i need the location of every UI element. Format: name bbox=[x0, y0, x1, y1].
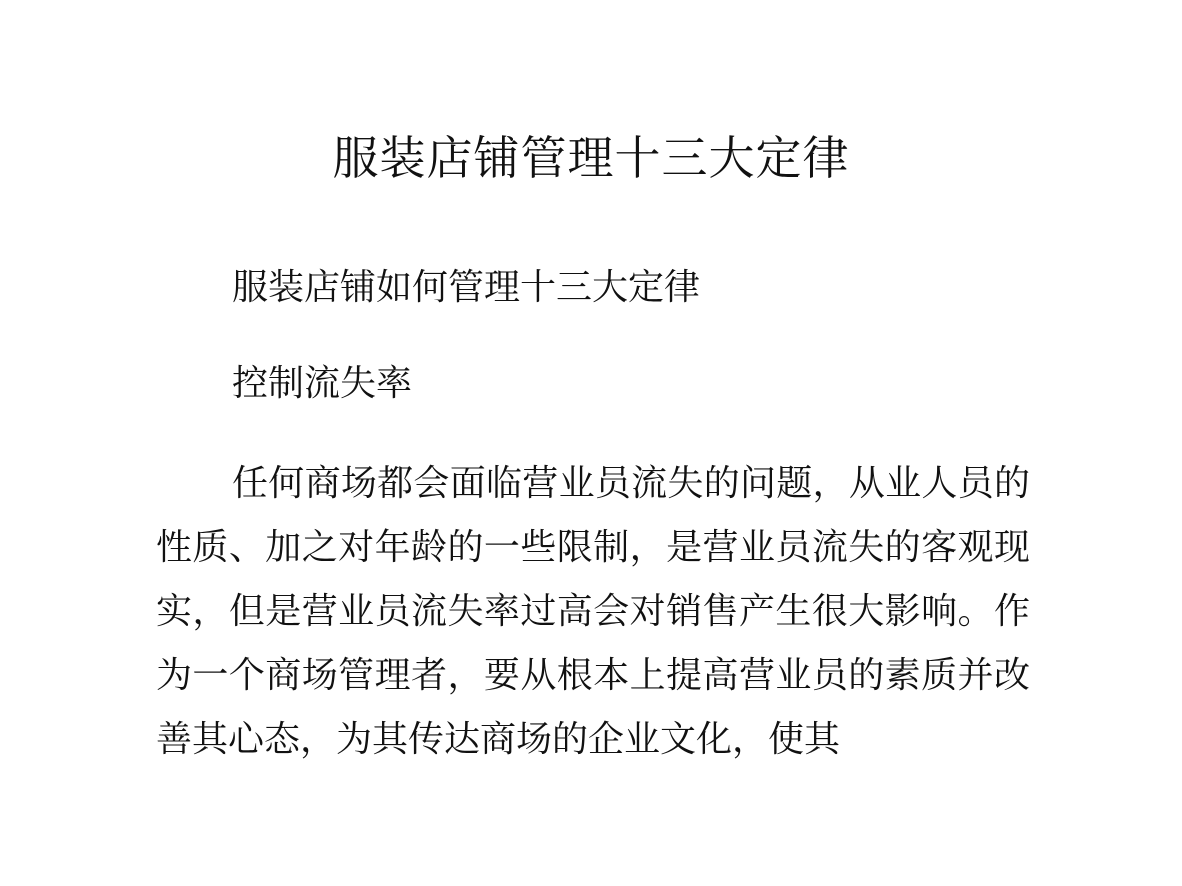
paragraph-subtitle: 服装店铺如何管理十三大定律 bbox=[232, 267, 701, 308]
document-title: 服装店铺管理十三大定律 bbox=[332, 131, 850, 185]
paragraph-body: 任何商场都会面临营业员流失的问题，从业人员的性质、加之对年龄的一些限制，是营业员流失的客观现实，但是营业员流失率过高会对销售产生很大影响。作为一个商场管理者，要从根本上提高营业员的素质并改善其心态，为其传达商场的企业文化，使其 bbox=[156, 463, 1030, 760]
paragraph-section-heading: 控制流失率 bbox=[232, 363, 413, 404]
